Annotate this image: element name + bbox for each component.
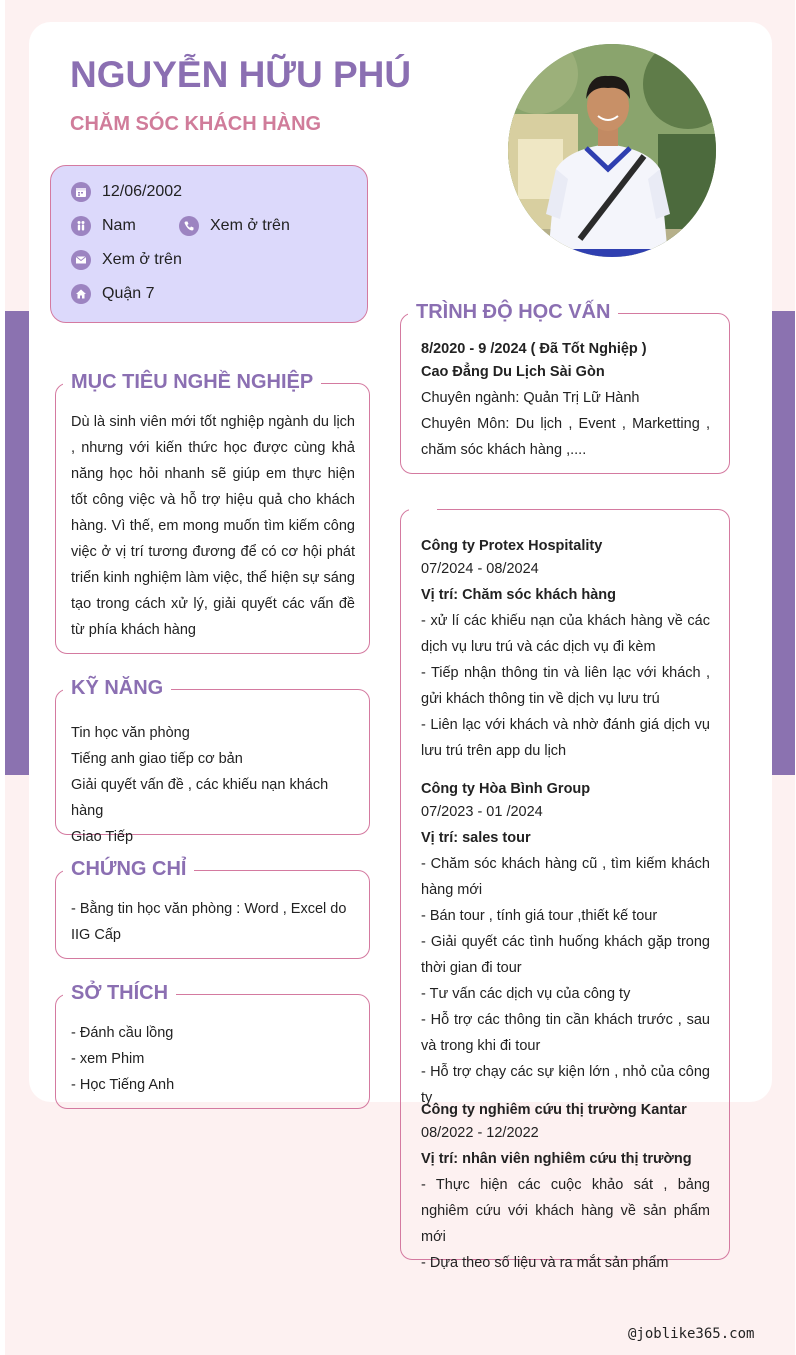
gender-value: Nam bbox=[102, 217, 136, 234]
experience-duty: - Dựa theo số liệu và ra mắt sản phẩm bbox=[421, 1255, 669, 1271]
experience-item bbox=[421, 778, 710, 1111]
skill-item: Giao Tiếp bbox=[71, 829, 134, 845]
phone-row bbox=[179, 216, 290, 236]
objective-title: MỤC TIÊU NGHỀ NGHIỆP bbox=[63, 370, 321, 394]
education-period: 8/2020 - 9 /2024 ( Đã Tốt Nghiệp ) bbox=[421, 341, 647, 357]
experience-duty: - Giải quyết các tình huống khách gặp trong thời gian đi tour bbox=[421, 934, 710, 976]
experience-period: 07/2024 - 08/2024 bbox=[421, 561, 539, 577]
experience-position: Vị trí: nhân viên nghiêm cứu thị trường bbox=[421, 1151, 692, 1167]
objective-section bbox=[55, 371, 370, 654]
certificates-title: CHỨNG CHỈ bbox=[63, 857, 194, 881]
skill-item: Tin học văn phòng bbox=[71, 725, 190, 741]
candidate-role: CHĂM SÓC KHÁCH HÀNG bbox=[70, 113, 322, 135]
experience-position: Vị trí: Chăm sóc khách hàng bbox=[421, 587, 616, 603]
experience-duty: - Chăm sóc khách hàng cũ , tìm kiếm khách hàng mới bbox=[421, 856, 710, 898]
birthdate-row bbox=[71, 182, 182, 202]
experience-company: Công ty Protex Hospitality bbox=[421, 538, 603, 554]
experience-duty: - Liên lạc với khách và nhờ đánh giá dịch vụ lưu trú trên app du lịch bbox=[421, 717, 710, 759]
profile-photo bbox=[508, 44, 716, 257]
education-specialty: Chuyên Môn: Du lịch , Event , Marketting , chăm sóc khách hàng ,.... bbox=[421, 416, 710, 458]
experience-duty: - Hỗ trợ các thông tin cần khách trước , sau và trong khi đi tour bbox=[421, 1012, 710, 1054]
gender-icon bbox=[71, 216, 91, 236]
hobbies-section bbox=[55, 982, 370, 1109]
contact-info-box bbox=[50, 165, 368, 323]
left-accent-band bbox=[5, 311, 29, 775]
experience-item bbox=[421, 535, 710, 764]
calendar-icon bbox=[71, 182, 91, 202]
education-section bbox=[400, 301, 730, 474]
experience-duty: - Tiếp nhận thông tin và liên lạc với khách , gửi khách thông tin về dịch vụ lưu trú bbox=[421, 665, 710, 707]
skills-title: KỸ NĂNG bbox=[63, 676, 171, 700]
experience-duty: - Bán tour , tính giá tour ,thiết kế tour bbox=[421, 908, 658, 924]
certificates-section bbox=[55, 858, 370, 959]
education-title: TRÌNH ĐỘ HỌC VẤN bbox=[408, 300, 618, 324]
education-major: Chuyên ngành: Quản Trị Lữ Hành bbox=[421, 390, 640, 406]
email-icon bbox=[71, 250, 91, 270]
skills-section bbox=[55, 677, 370, 845]
skill-item: Giải quyết vấn đề , các khiếu nạn khách hàng bbox=[71, 777, 329, 819]
experience-duty: - Hỗ trợ chạy các sự kiện lớn , nhỏ của công ty bbox=[421, 1064, 710, 1106]
address-row bbox=[71, 284, 154, 304]
address-value: Quận 7 bbox=[102, 285, 155, 302]
phone-value: Xem ở trên bbox=[210, 217, 290, 234]
experience-company: Công ty Hòa Bình Group bbox=[421, 781, 591, 797]
hobby-item: - xem Phim bbox=[71, 1051, 145, 1067]
experience-period: 07/2023 - 01 /2024 bbox=[421, 804, 543, 820]
experience-duty: - xử lí các khiếu nạn của khách hàng về các dịch vụ lưu trú và các dịch vụ đi kèm bbox=[421, 613, 710, 655]
email-row bbox=[71, 250, 182, 270]
experience-item bbox=[421, 1099, 710, 1276]
experience-title-gap bbox=[409, 508, 437, 512]
hobby-item: - Đánh cầu lồng bbox=[71, 1025, 174, 1041]
experience-company: Công ty nghiêm cứu thị trường Kantar bbox=[421, 1102, 687, 1118]
hobbies-title: SỞ THÍCH bbox=[63, 981, 176, 1005]
education-school: Cao Đẳng Du Lịch Sài Gòn bbox=[421, 364, 605, 380]
watermark: @joblike365.com bbox=[628, 1326, 755, 1342]
gender-row bbox=[71, 216, 136, 236]
experience-duty: - Thực hiện các cuộc khảo sát , bảng nghiêm cứu với khách hàng về sản phẩm mới bbox=[421, 1177, 710, 1245]
home-icon bbox=[71, 284, 91, 304]
certificate-text: - Bằng tin học văn phòng : Word , Excel do IIG Cấp bbox=[71, 901, 347, 943]
birthdate-value: 12/06/2002 bbox=[102, 183, 183, 200]
skill-item: Tiếng anh giao tiếp cơ bản bbox=[71, 751, 243, 767]
right-accent-band bbox=[772, 311, 795, 775]
objective-text: Dù là sinh viên mới tốt nghiệp ngành du lịch , nhưng với kiến thức học được cùng khả năng học hỏi nhanh sẽ giúp em thực hiện tốt công việc và hỗ trợ hiệu quả cho khách hàng. Vì thế, em mong muốn tìm kiếm công việc ở vị trí tương đương để có cơ hội phát triển kinh nghiệm làm việc, thể hiện sự sáng tạo trong cách xử lý, giải quyết các vấn đề từ phía khách hàng bbox=[71, 414, 355, 638]
experience-position: Vị trí: sales tour bbox=[421, 830, 531, 846]
experience-section bbox=[400, 509, 730, 1271]
experience-duty: - Tư vấn các dịch vụ của công ty bbox=[421, 986, 631, 1002]
experience-period: 08/2022 - 12/2022 bbox=[421, 1125, 539, 1141]
phone-icon bbox=[179, 216, 199, 236]
hobby-item: - Học Tiếng Anh bbox=[71, 1077, 175, 1093]
candidate-name: NGUYỄN HỮU PHÚ bbox=[70, 54, 412, 95]
email-value: Xem ở trên bbox=[102, 251, 182, 268]
